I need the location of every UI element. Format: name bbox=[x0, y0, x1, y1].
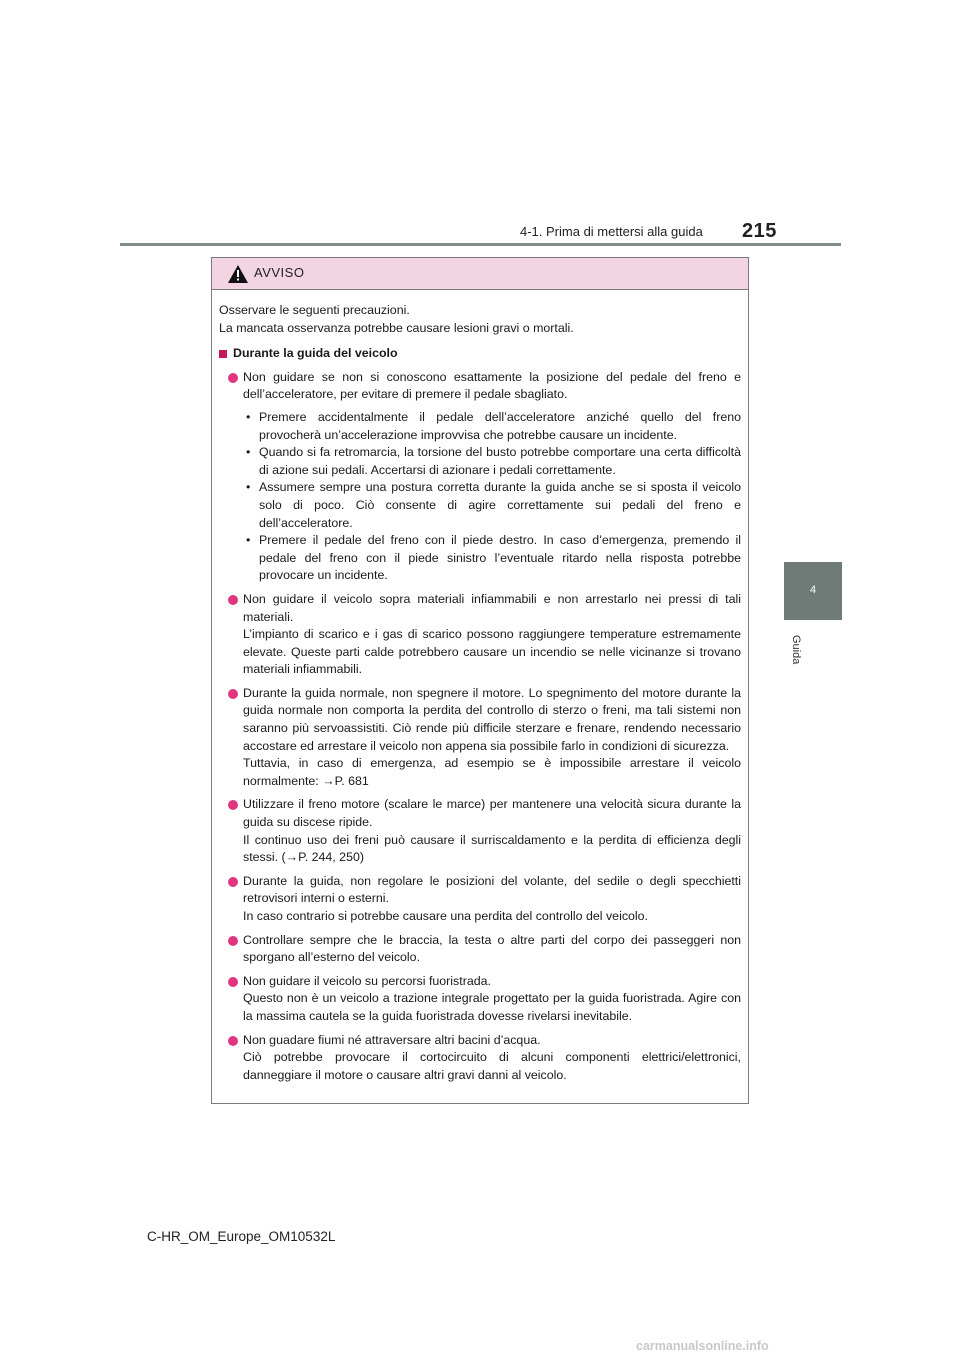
page-number: 215 bbox=[742, 220, 777, 242]
dot-bullet-icon: • bbox=[246, 480, 251, 495]
item-text: In caso contrario si potrebbe causare una perdita del controllo del veicolo. bbox=[243, 909, 649, 923]
item-text: Il continuo uso dei freni può causare il surriscaldamento e la perdita di efficienza degli stessi. (→P. 244, 250) bbox=[243, 832, 741, 865]
circle-bullet-icon bbox=[228, 877, 238, 887]
intro-line: Osservare le seguenti precauzioni. bbox=[219, 303, 410, 317]
item-text: Controllare sempre che le braccia, la testa o altre parti del corpo dei passeggeri non sporgano all’esterno del veicolo. bbox=[243, 932, 741, 965]
section-title: 4-1. Prima di mettersi alla guida bbox=[520, 224, 703, 239]
circle-bullet-icon bbox=[228, 936, 238, 946]
chapter-number: 4 bbox=[809, 584, 817, 596]
warning-header bbox=[212, 258, 748, 290]
watermark-link[interactable]: carmanualsonline.info bbox=[636, 1339, 769, 1353]
warning-intro bbox=[219, 302, 741, 337]
sub-item-text: Premere il pedale del freno con il piede destro. In caso d’emergenza, premendo il pedale del freno con il piede sinistro l’eventuale ritardo nella risposta potrebbe provocare un incidente. bbox=[259, 533, 741, 583]
chapter-label-text: Guida bbox=[790, 635, 802, 665]
warning-title: AVVISO bbox=[254, 265, 305, 280]
warning-body bbox=[212, 290, 748, 1084]
sub-list-item bbox=[243, 532, 741, 585]
item-text: Questo non è un veicolo a trazione integrale progettato per la guida fuoristrada. Agire con la massima cautela se la guida fuoristrada dovesse rivelarsi inevitabile. bbox=[243, 991, 741, 1023]
item-text: Non guidare se non si conoscono esattamente la posizione del pedale del freno e dell’acceleratore, per evitare di premere il pedale sbagliato. bbox=[243, 369, 741, 402]
intro-line: La mancata osservanza potrebbe causare lesioni gravi o mortali. bbox=[219, 320, 574, 335]
item-text: Utilizzare il freno motore (scalare le marce) per mantenere una velocità sicura durante la guida su discese ripide. bbox=[243, 797, 741, 830]
sub-list bbox=[243, 409, 741, 585]
warning-item bbox=[219, 591, 741, 679]
item-text: Non guidare il veicolo su percorsi fuoristrada. bbox=[243, 973, 491, 988]
sub-item-text: Assumere sempre una postura corretta durante la guida anche se si sposta il veicolo solo di poco. Ciò consente di agire correttamente sui pedali del freno e dell’acceleratore. bbox=[259, 480, 741, 530]
warning-item bbox=[219, 932, 741, 967]
circle-bullet-icon bbox=[228, 373, 238, 383]
item-text: Non guidare il veicolo sopra materiali infiammabili e non arrestarlo nei pressi di tali materiali. bbox=[243, 591, 741, 624]
warning-item bbox=[219, 685, 741, 791]
item-text: L’impianto di scarico e i gas di scarico possono raggiungere temperature estremamente elevate. Queste parti calde potrebbero causare un incendio se nelle vicinanze si trovano materiali infiammabili. bbox=[243, 627, 741, 677]
circle-bullet-icon bbox=[228, 977, 238, 987]
warning-item bbox=[219, 369, 741, 585]
item-text: Tuttavia, in caso di emergenza, ad esempio se è impossibile arrestare il veicolo normalmente: →P. 681 bbox=[243, 756, 741, 788]
warning-box bbox=[211, 257, 749, 1104]
circle-bullet-icon bbox=[228, 800, 238, 810]
chapter-label bbox=[782, 625, 842, 665]
circle-bullet-icon bbox=[228, 595, 238, 605]
item-text: Durante la guida, non regolare le posizioni del volante, del sedile o degli specchietti retrovisori interni o esterni. bbox=[243, 873, 741, 906]
item-text: Ciò potrebbe provocare il cortocircuito di alcuni componenti elettrici/elettronici, danneggiare il motore o causare altri gravi danni al veicolo. bbox=[243, 1050, 741, 1082]
warning-item bbox=[219, 1032, 741, 1085]
dot-bullet-icon: • bbox=[246, 445, 251, 460]
warning-item bbox=[219, 796, 741, 866]
item-text: Non guadare fiumi né attraversare altri bacini d’acqua. bbox=[243, 1032, 541, 1047]
dot-bullet-icon: • bbox=[246, 533, 251, 548]
warning-item bbox=[219, 873, 741, 926]
subheading bbox=[219, 345, 741, 363]
subheading-text: Durante la guida del veicolo bbox=[233, 346, 398, 361]
item-text: Durante la guida normale, non spegnere il motore. Lo spegnimento del motore durante la guida normale non comporta la perdita del controllo di sterzo o freni, ma tali sistemi non saranno più servoassistiti. Ciò rende più difficile sterzare e frenare, rendendo necessario accostare ed arrestare il veicolo non appena sia possibile farlo in condizioni di sicurezza. bbox=[243, 685, 741, 753]
sub-list-item bbox=[243, 479, 741, 532]
document-code: C-HR_OM_Europe_OM10532L bbox=[147, 1229, 336, 1244]
circle-bullet-icon bbox=[228, 689, 238, 699]
chapter-tab[interactable] bbox=[784, 562, 842, 620]
sub-item-text: Premere accidentalmente il pedale dell’acceleratore anziché quello del freno provocherà un’accelerazione improvvisa che potrebbe causare un incidente. bbox=[259, 409, 741, 442]
circle-bullet-icon bbox=[228, 1036, 238, 1046]
warning-triangle-icon bbox=[227, 264, 249, 284]
dot-bullet-icon: • bbox=[246, 409, 251, 424]
sub-list-item bbox=[243, 444, 741, 479]
sub-list-item bbox=[243, 409, 741, 444]
square-bullet-icon bbox=[219, 350, 227, 358]
warning-item bbox=[219, 973, 741, 1026]
header-rule bbox=[120, 243, 841, 246]
sub-item-text: Quando si fa retromarcia, la torsione del busto potrebbe comportare una certa difficoltà di azione sui pedali. Accertarsi di azionare i pedali correttamente. bbox=[259, 445, 741, 477]
